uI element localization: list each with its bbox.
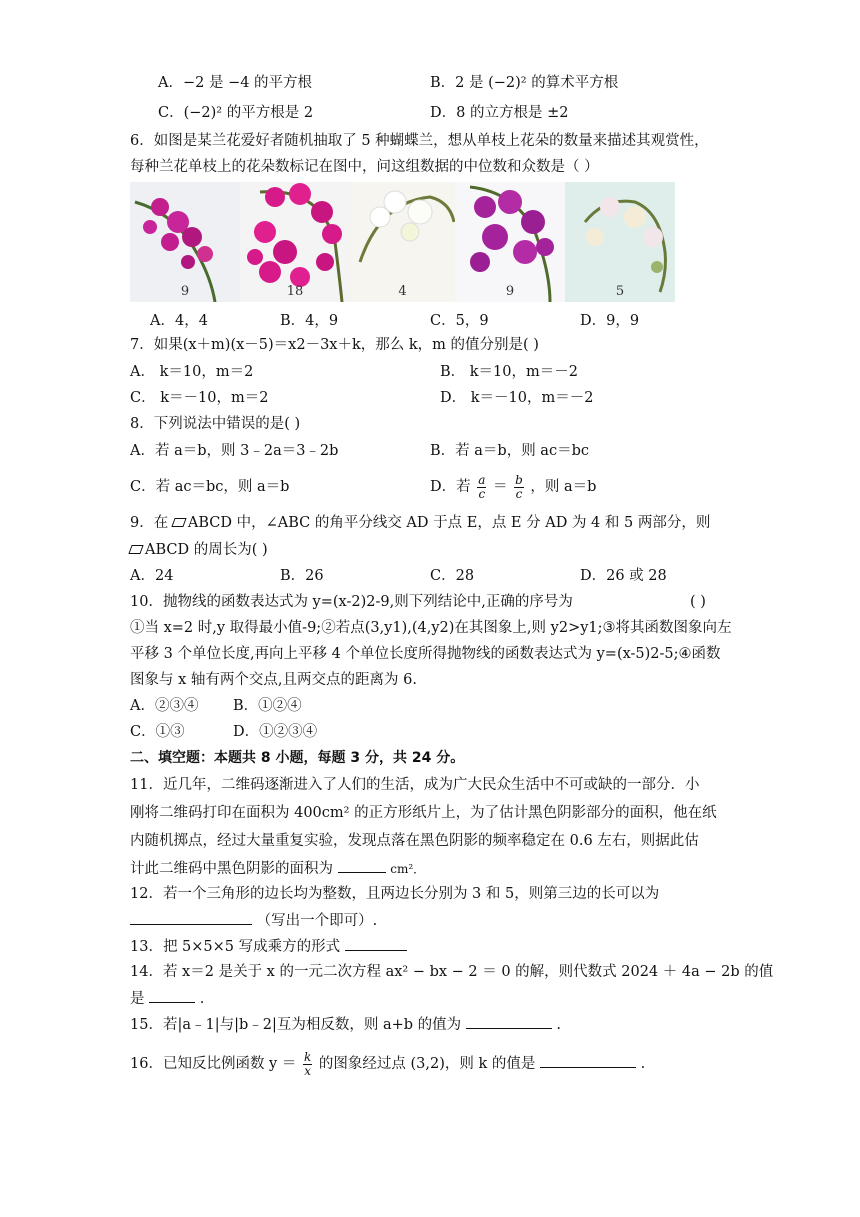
- q8-equals-sign: ＝: [493, 479, 508, 495]
- q8-option-a: A．若 a＝b，则 3﹣2a＝3﹣2b: [130, 443, 339, 459]
- q9-stem-text: ABCD 中，∠ABC 的角平分线交 AD 于点 E，点 E 分 AD 为 4 和 5 两部分，则: [187, 515, 711, 531]
- orchid-photo-1: [130, 182, 240, 302]
- orchid-photo-2: [240, 182, 350, 302]
- q13-line: [130, 936, 407, 957]
- q8-stem: 8．下列说法中错误的是( ): [130, 416, 301, 432]
- q10-option-c: C．①③: [130, 724, 185, 740]
- q8-option-d-suffix: ，则 a＝b: [530, 479, 597, 495]
- orchid-photo-3: [350, 182, 455, 302]
- q9-stem-text2: ABCD 的周长为( ): [145, 542, 268, 558]
- q5-option-d: D．8 的立方根是 ±2: [430, 105, 569, 121]
- q10-answer-paren: ( ): [690, 594, 706, 610]
- q8-fraction-denominator-c: c: [478, 486, 486, 501]
- q10-stem-line1: 10．抛物线的函数表达式为 y=(x-2)2-9,则下列结论中,正确的序号为: [130, 594, 573, 610]
- q10-option-d: D．①②③④: [233, 724, 318, 740]
- q12-answer-blank[interactable]: [130, 910, 252, 925]
- q9-option-d: D．26 或 28: [580, 568, 667, 584]
- q6-stem-line1: 6．如图是某兰花爱好者随机抽取了 5 种蝴蝶兰，想从单枝上花朵的数量来描述其观赏性，: [130, 133, 709, 149]
- q6-stem-line2: 每种兰花单枝上的花朵数标记在图中，问这组数据的中位数和众数是（ ）: [130, 159, 599, 175]
- q8-fraction-a-over-c: [477, 474, 486, 501]
- q8-fraction-b-over-c: [514, 474, 524, 501]
- orchid-count-1: 9: [180, 284, 190, 299]
- q11-line1: 11．近几年，二维码逐渐进入了人们的生活，成为广大民众生活中不可或缺的一部分．小: [130, 777, 700, 793]
- orchid-count-5: 5: [615, 284, 625, 299]
- orchid-count-3: 4: [398, 284, 407, 299]
- section-heading-fill-in: 二、填空题：本题共 8 小题，每题 3 分，共 24 分。: [130, 750, 465, 766]
- orchid-photo-4: [455, 182, 565, 302]
- q16-text-b: 的图象经过点 (3,2)，则 k 的值是: [318, 1056, 536, 1072]
- q15-line: [130, 1014, 561, 1035]
- q15-period: .: [556, 1017, 561, 1033]
- q16-period: .: [640, 1056, 646, 1072]
- q14-answer-blank[interactable]: [149, 988, 195, 1003]
- parallelogram-icon: [171, 518, 186, 527]
- q6-option-a: A．4，4: [150, 313, 208, 329]
- q14-line2: [130, 988, 204, 1009]
- q8-option-b: B．若 a＝b，则 ac＝bc: [430, 443, 589, 459]
- q8-fraction-denominator-c2: c: [515, 486, 523, 501]
- q10-stem-line2: ①当 x=2 时,y 取得最小值-9;②若点(3,y1),(4,y2)在其图象上,则 y2>y1;③将其函数图象向左: [130, 620, 732, 636]
- q16-line: [130, 1047, 645, 1081]
- q9-stem-line2: [130, 540, 268, 560]
- q11-line3: 内随机掷点，经过大量重复实验，发现点落在黑色阴影的频率稳定在 0.6 左右，则据此估: [130, 833, 699, 849]
- q8-fraction-numerator-a: a: [478, 472, 486, 487]
- q7-stem: 7．如果(x＋m)(x－5)＝x2－3x＋k，那么 k，m 的值分别是( ): [130, 337, 539, 353]
- q14-line2-suffix: .: [199, 991, 205, 1007]
- q12-line2: [130, 910, 377, 931]
- q9-option-c: C．28: [430, 568, 475, 584]
- q12-line2-text: （写出一个即可）.: [256, 913, 378, 929]
- q8-option-d-prefix: D．若: [430, 479, 471, 495]
- q10-stem-line4: 图象与 x 轴有两个交点,且两交点的距离为 6.: [130, 672, 417, 688]
- q7-option-b: B． k＝10，m＝－2: [440, 364, 578, 380]
- q6-option-d: D．9，9: [580, 313, 640, 329]
- q15-text: 15．若|a﹣1|与|b﹣2|互为相反数，则 a+b 的值为: [130, 1017, 462, 1033]
- q11-answer-blank[interactable]: [338, 858, 386, 873]
- q9-prefix: 9．在: [130, 515, 169, 531]
- parallelogram-icon: [128, 545, 143, 554]
- q11-unit: cm²．: [390, 862, 426, 876]
- q11-line2: 刚将二维码打印在面积为 400cm² 的正方形纸片上，为了估计黑色阴影部分的面积，他在纸: [130, 805, 717, 821]
- q12-line1: 12．若一个三角形的边长均为整数，且两边长分别为 3 和 5，则第三边的长可以为: [130, 886, 660, 902]
- orchid-count-2: 18: [286, 284, 304, 299]
- q15-answer-blank[interactable]: [466, 1014, 552, 1029]
- q9-option-a: A．24: [130, 568, 174, 584]
- q11-line4: [130, 858, 425, 879]
- q16-fraction-k-over-x: [303, 1051, 312, 1078]
- q5-option-a: A．−2 是 −4 的平方根: [158, 75, 313, 91]
- q9-stem-line1: [130, 513, 710, 533]
- q5-option-b: B．2 是 (−2)² 的算术平方根: [430, 75, 619, 91]
- q16-fraction-denominator: x: [304, 1063, 312, 1078]
- q16-fraction-numerator: k: [303, 1049, 312, 1064]
- q10-option-b: B．①②④: [233, 698, 302, 714]
- q16-text-a: 16．已知反比例函数 y ＝: [130, 1056, 297, 1072]
- q14-line2-prefix: 是: [130, 991, 145, 1007]
- q9-option-b: B．26: [280, 568, 324, 584]
- q14-line1: 14．若 x＝2 是关于 x 的一元二次方程 ax² − bx − 2 ＝ 0 的解，则代数式 2024 ＋ 4a − 2b 的值: [130, 964, 774, 980]
- orchid-photo-5: [565, 182, 675, 302]
- q11-line4-text: 计此二维码中黑色阴影的面积为: [130, 861, 333, 877]
- q8-fraction-numerator-b: b: [515, 472, 523, 487]
- q13-text: 13．把 5×5×5 写成乘方的形式: [130, 939, 341, 955]
- q7-option-d: D． k＝－10，m＝－2: [440, 390, 594, 406]
- orchid-count-4: 9: [505, 284, 515, 299]
- q6-option-c: C．5，9: [430, 313, 489, 329]
- q16-answer-blank[interactable]: [540, 1053, 636, 1068]
- q8-option-d: [430, 470, 596, 504]
- q7-option-c: C． k＝－10，m＝2: [130, 390, 269, 406]
- q7-option-a: A． k＝10，m＝2: [130, 364, 254, 380]
- orchid-photo-strip: [130, 182, 675, 302]
- q8-option-c: C．若 ac＝bc，则 a＝b: [130, 479, 290, 495]
- q10-option-a: A．②③④: [130, 698, 199, 714]
- q10-stem-line3: 平移 3 个单位长度,再向上平移 4 个单位长度所得抛物线的函数表达式为 y=(x-5)2-5;④函数: [130, 646, 721, 662]
- q13-answer-blank[interactable]: [345, 936, 407, 951]
- q5-option-c: C．(−2)² 的平方根是 2: [158, 105, 314, 121]
- q6-option-b: B．4，9: [280, 313, 339, 329]
